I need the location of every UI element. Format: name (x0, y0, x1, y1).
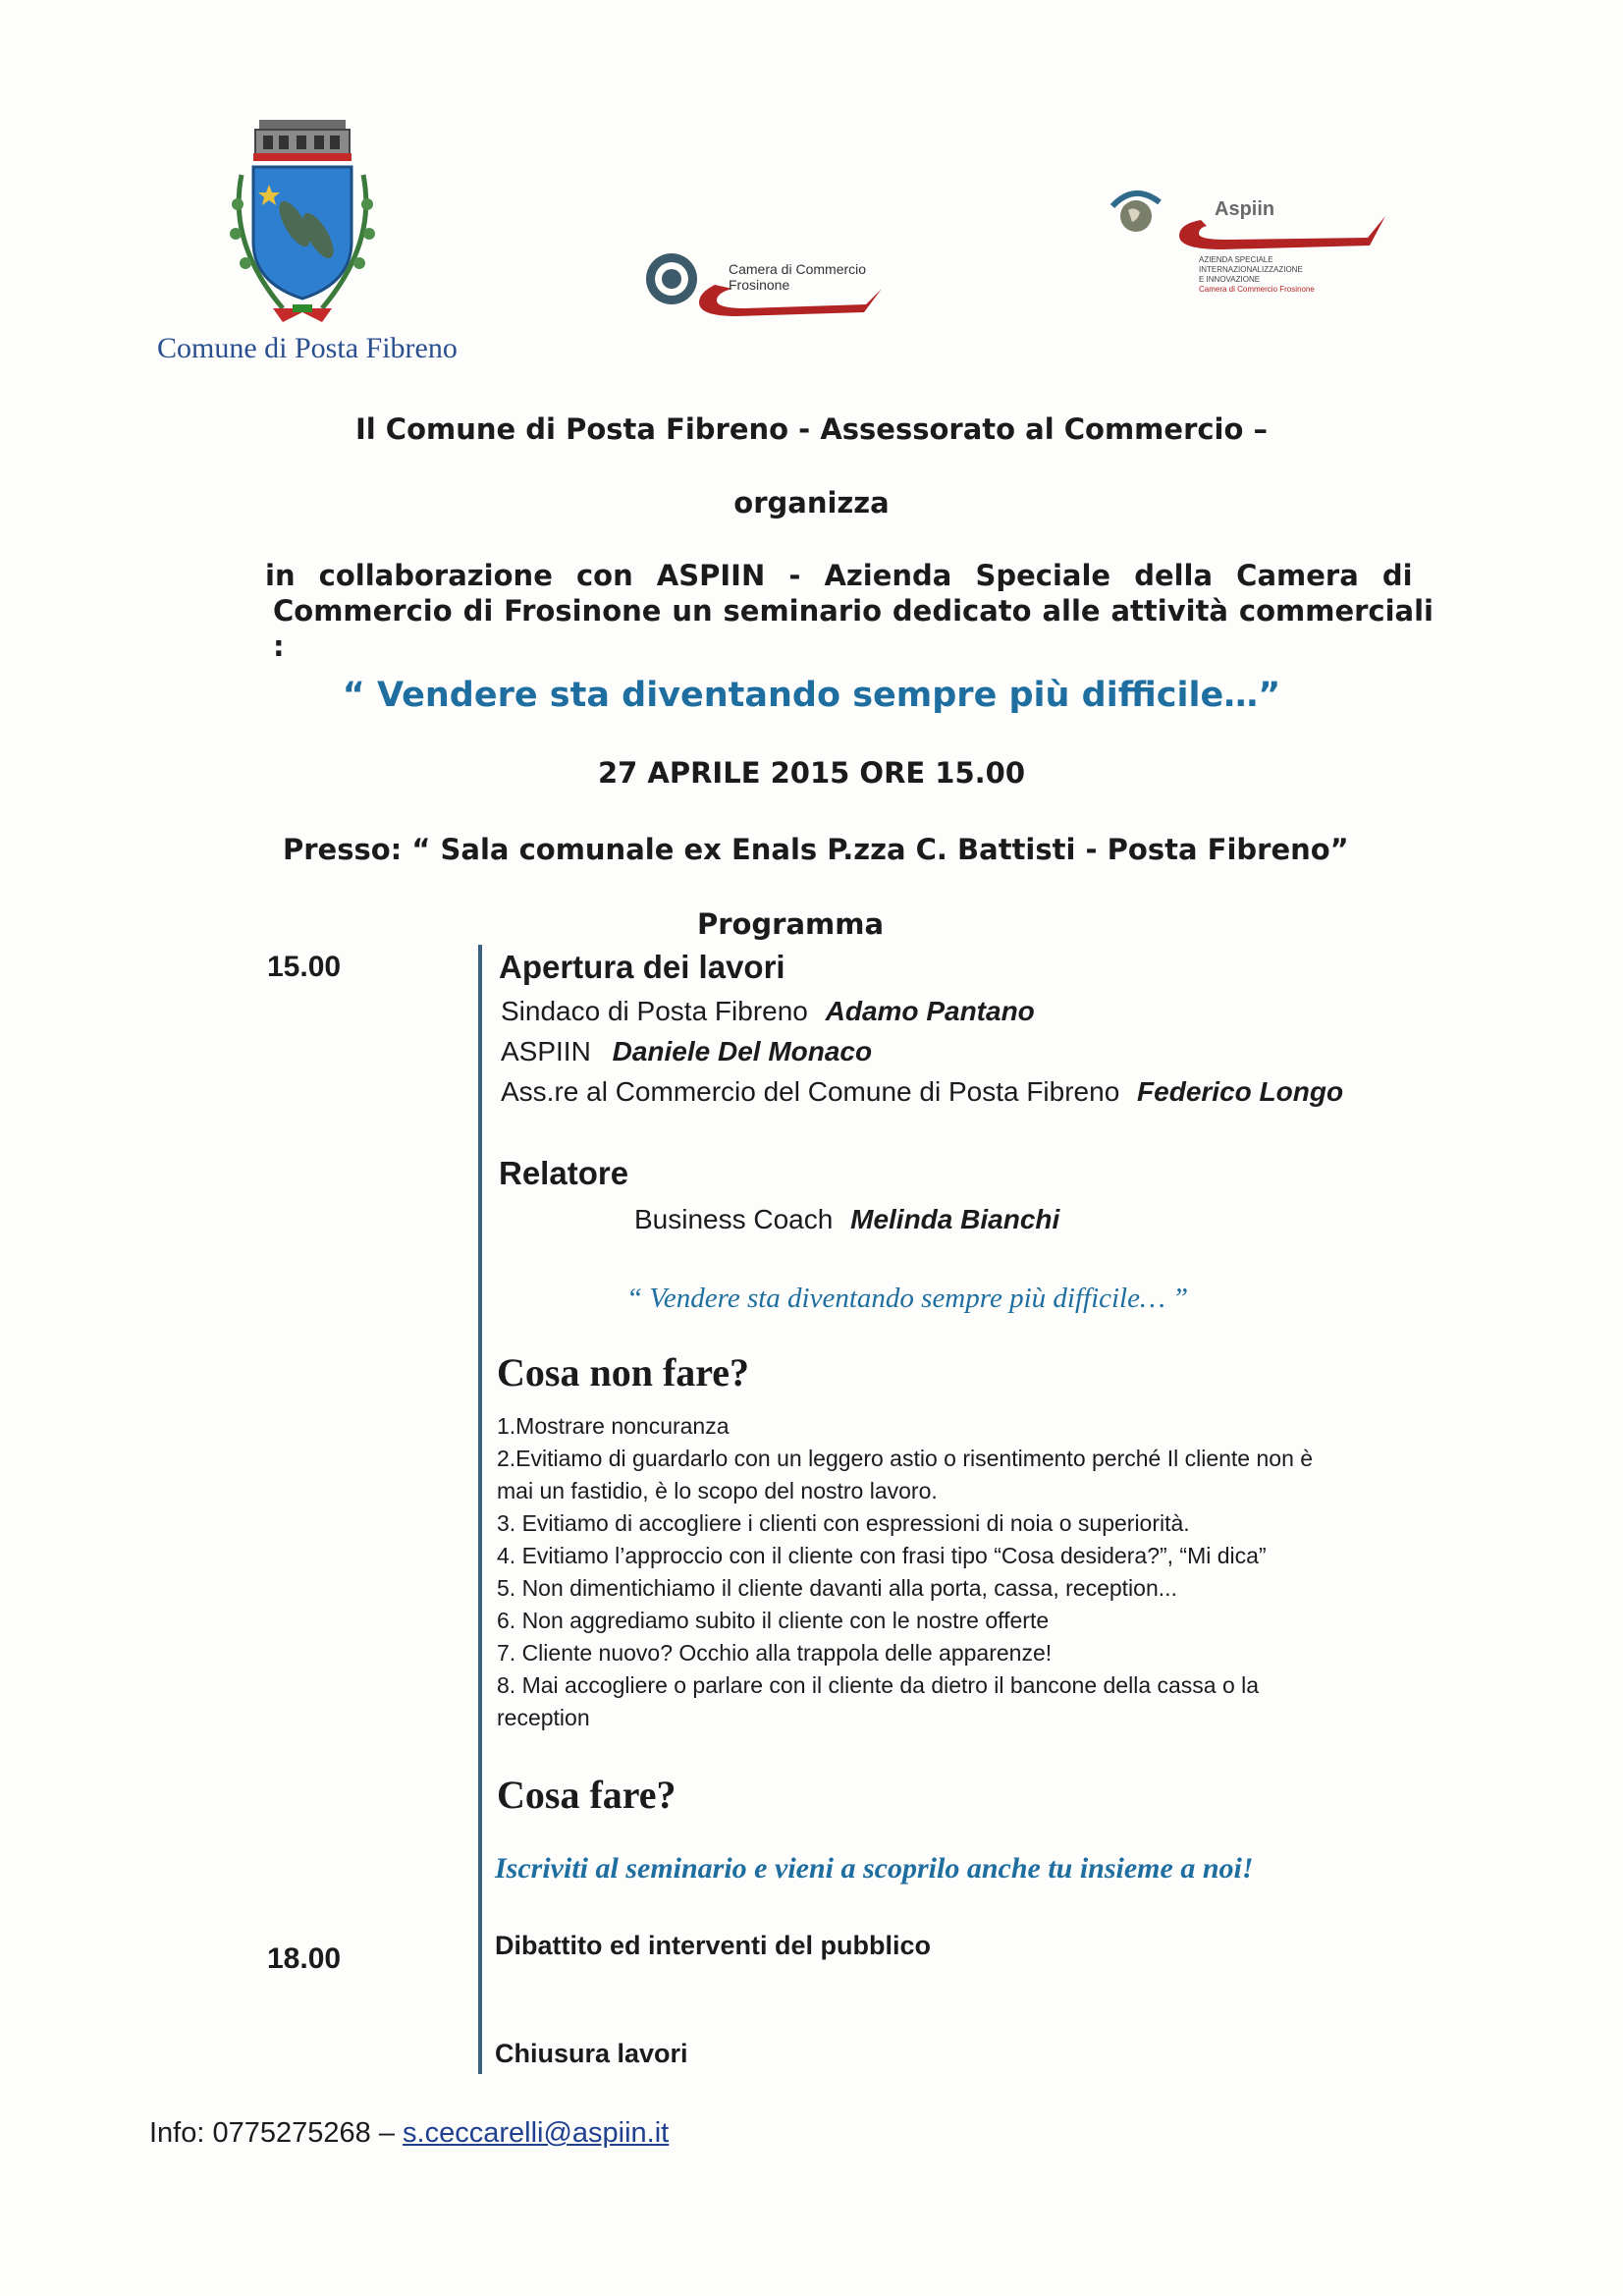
aspiin-sub-2: INTERNAZIONALIZZAZIONE (1199, 265, 1303, 274)
speaker-row (501, 1036, 872, 1067)
speaker-role: Sindaco di Posta Fibreno (501, 996, 808, 1026)
collaboration-text (265, 558, 1434, 664)
organizza-label: organizza (733, 486, 890, 519)
comune-crest-icon (224, 116, 381, 332)
comune-label: Comune di Posta Fibreno (157, 332, 458, 364)
event-location: Presso: “ Sala comunale ex Enals P.zza C. Battisti - Posta Fibreno” (283, 833, 1349, 866)
cc-logo-text-2: Frosinone (729, 277, 790, 293)
aspiin-sub-3: E INNOVAZIONE (1199, 275, 1261, 284)
speaker-role: ASPIIN (501, 1036, 591, 1066)
aspiin-name: Aspiin (1215, 198, 1275, 220)
list-item: 6. Non aggrediamo subito il cliente con le nostre offerte (497, 1608, 1050, 1633)
info-label: Info: 0775275268 – (149, 2117, 395, 2149)
fare-text: Iscriviti al seminario e vieni a scoprilo anche tu insieme a noi! (495, 1852, 1254, 1885)
list-item: 2.Evitiamo di guardarlo con un leggero astio o risentimento perché Il cliente non è (497, 1446, 1314, 1471)
dibattito: Dibattito ed interventi del pubblico (495, 1931, 932, 1960)
fare-title: Cosa fare? (497, 1773, 676, 1817)
camera-commercio-logo (638, 246, 893, 334)
list-item: mai un fastidio, è lo scopo del nostro lavoro. (497, 1478, 938, 1503)
speaker-row (501, 1076, 1343, 1108)
aspiin-sub-4: Camera di Commercio Frosinone (1199, 285, 1315, 294)
time-start: 15.00 (267, 951, 342, 983)
speaker-name: Adamo Pantano (825, 996, 1035, 1026)
list-item: 5. Non dimentichiamo il cliente davanti alla porta, cassa, reception... (497, 1575, 1177, 1601)
non-fare-title: Cosa non fare? (497, 1350, 750, 1394)
opening-title: Apertura dei lavori (499, 949, 785, 985)
aspiin-sub-1: AZIENDA SPECIALE (1199, 255, 1273, 264)
programma-heading: Programma (696, 907, 885, 941)
list-item: reception (497, 1705, 590, 1730)
collab-line-1-text: in collaborazione con ASPIIN - Azienda Speciale della Camera di (265, 559, 1413, 592)
cc-logo-text-1: Camera di Commercio (729, 261, 867, 277)
relatore-name: Melinda Bianchi (850, 1204, 1060, 1234)
non-fare-list (497, 1410, 1313, 1734)
relatore-title: Relatore (499, 1155, 629, 1191)
speaker-role: Ass.re al Commercio del Comune di Posta Fibreno (501, 1076, 1120, 1107)
seminar-title: “ Vendere sta diventando sempre più difficile…” (342, 676, 1281, 715)
aspiin-logo (1105, 177, 1389, 309)
list-item: 1.Mostrare noncuranza (497, 1413, 730, 1439)
speaker-row (501, 996, 1035, 1027)
program-divider (478, 945, 482, 2074)
contact-info (149, 2117, 669, 2150)
list-item: 3. Evitiamo di accogliere i clienti con espressioni di noia o superiorità. (497, 1510, 1190, 1536)
relatore-row (634, 1204, 1059, 1235)
time-end: 18.00 (267, 1942, 342, 1975)
relatore-role: Business Coach (634, 1204, 834, 1234)
chiusura: Chiusura lavori (495, 2039, 688, 2068)
event-date: 27 APRILE 2015 ORE 15.00 (597, 756, 1026, 790)
list-item: 7. Cliente nuovo? Occhio alla trappola delle apparenze! (497, 1640, 1053, 1666)
speaker-name: Daniele Del Monaco (612, 1036, 873, 1066)
collab-line-1 (265, 558, 1434, 593)
list-item: 8. Mai accogliere o parlare con il cliente da dietro il bancone della cassa o la (497, 1672, 1260, 1698)
speaker-name: Federico Longo (1137, 1076, 1344, 1107)
quote: “ Vendere sta diventando sempre più difficile… ” (626, 1283, 1189, 1314)
collab-line-2: Commercio di Frosinone un seminario dedicato alle attività commerciali : (273, 594, 1434, 663)
email-link[interactable]: s.ceccarelli@aspiin.it (403, 2117, 670, 2149)
organizer-line: Il Comune di Posta Fibreno - Assessorato al Commercio – (354, 412, 1269, 446)
list-item: 4. Evitiamo l’approccio con il cliente con frasi tipo “Cosa desidera?”, “Mi dica” (497, 1543, 1267, 1568)
